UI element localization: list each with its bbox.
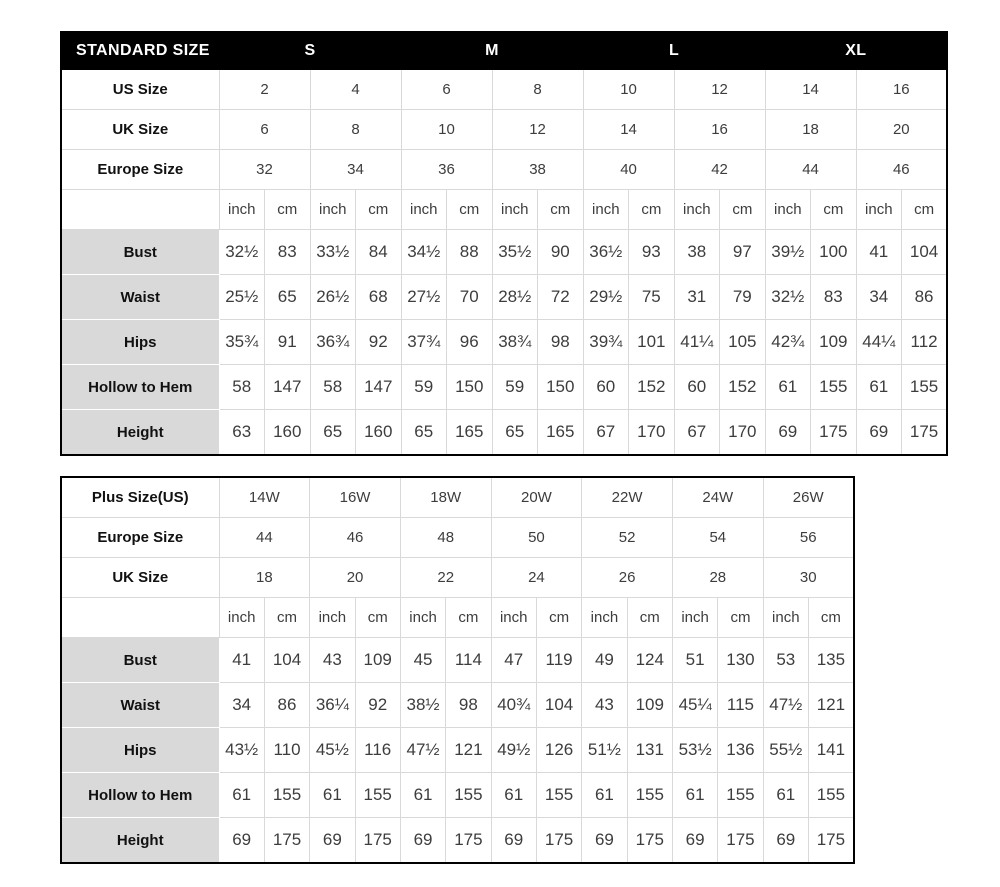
measure-cell: 104 bbox=[536, 683, 581, 728]
measure-cell: 114 bbox=[446, 638, 491, 683]
size-cell: 26 bbox=[582, 558, 673, 598]
measure-row-label: Hips bbox=[61, 320, 219, 365]
measure-cell: 63 bbox=[219, 410, 265, 456]
measure-cell: 27½ bbox=[401, 275, 447, 320]
size-cell: 10 bbox=[583, 70, 674, 110]
size-cell: 22W bbox=[582, 477, 673, 518]
size-cell: 24W bbox=[672, 477, 763, 518]
measure-cell: 175 bbox=[446, 818, 491, 864]
measure-cell: 65 bbox=[492, 410, 538, 456]
measure-cell: 32½ bbox=[765, 275, 811, 320]
size-row bbox=[61, 150, 947, 190]
measure-cell: 69 bbox=[856, 410, 902, 456]
measure-cell: 175 bbox=[355, 818, 400, 864]
unit-inch-cell: inch bbox=[583, 190, 629, 230]
measure-cell: 126 bbox=[536, 728, 581, 773]
measure-cell: 47½ bbox=[400, 728, 445, 773]
group-header-row bbox=[61, 32, 947, 70]
measure-cell: 59 bbox=[401, 365, 447, 410]
measure-cell: 49½ bbox=[491, 728, 536, 773]
measure-cell: 141 bbox=[808, 728, 853, 773]
unit-inch-cell: inch bbox=[310, 598, 355, 638]
size-cell: 10 bbox=[401, 110, 492, 150]
measure-row bbox=[61, 683, 854, 728]
measure-cell: 152 bbox=[720, 365, 766, 410]
size-cell: 6 bbox=[401, 70, 492, 110]
measure-cell: 68 bbox=[356, 275, 402, 320]
measure-cell: 170 bbox=[629, 410, 675, 456]
measure-row-label: Bust bbox=[61, 638, 219, 683]
measure-cell: 69 bbox=[400, 818, 445, 864]
measure-cell: 150 bbox=[538, 365, 584, 410]
unit-inch-cell: inch bbox=[492, 190, 538, 230]
measure-cell: 155 bbox=[808, 773, 853, 818]
measure-cell: 147 bbox=[265, 365, 311, 410]
measure-cell: 165 bbox=[538, 410, 584, 456]
size-row bbox=[61, 110, 947, 150]
measure-cell: 41 bbox=[219, 638, 264, 683]
measure-cell: 105 bbox=[720, 320, 766, 365]
measure-cell: 38 bbox=[674, 230, 720, 275]
standard-size-table bbox=[60, 31, 948, 456]
row-label: Europe Size bbox=[61, 518, 219, 558]
measure-cell: 39½ bbox=[765, 230, 811, 275]
row-label: Plus Size(US) bbox=[61, 477, 219, 518]
measure-cell: 35¾ bbox=[219, 320, 265, 365]
measure-cell: 65 bbox=[310, 410, 356, 456]
measure-cell: 91 bbox=[265, 320, 311, 365]
unit-cm-cell: cm bbox=[356, 190, 402, 230]
size-cell: 50 bbox=[491, 518, 582, 558]
size-cell: 14W bbox=[219, 477, 310, 518]
size-cell: 30 bbox=[763, 558, 854, 598]
measure-cell: 51½ bbox=[582, 728, 627, 773]
size-cell: 36 bbox=[401, 150, 492, 190]
unit-cm-cell: cm bbox=[627, 598, 672, 638]
measure-cell: 83 bbox=[811, 275, 857, 320]
measure-cell: 112 bbox=[902, 320, 948, 365]
measure-cell: 109 bbox=[811, 320, 857, 365]
measure-cell: 55½ bbox=[763, 728, 808, 773]
size-cell: 2 bbox=[219, 70, 310, 110]
measure-cell: 25½ bbox=[219, 275, 265, 320]
size-cell: 16W bbox=[310, 477, 401, 518]
measure-cell: 79 bbox=[720, 275, 766, 320]
size-group-header: M bbox=[401, 32, 583, 70]
measure-cell: 41¼ bbox=[674, 320, 720, 365]
measure-row bbox=[61, 320, 947, 365]
size-group-header: L bbox=[583, 32, 765, 70]
measure-cell: 104 bbox=[264, 638, 309, 683]
measure-cell: 45 bbox=[400, 638, 445, 683]
measure-cell: 175 bbox=[902, 410, 948, 456]
size-row bbox=[61, 558, 854, 598]
measure-cell: 135 bbox=[808, 638, 853, 683]
unit-cm-cell: cm bbox=[720, 190, 766, 230]
measure-cell: 61 bbox=[765, 365, 811, 410]
measure-cell: 119 bbox=[536, 638, 581, 683]
measure-cell: 61 bbox=[672, 773, 717, 818]
size-cell: 52 bbox=[582, 518, 673, 558]
size-cell: 32 bbox=[219, 150, 310, 190]
size-row bbox=[61, 477, 854, 518]
measure-cell: 92 bbox=[355, 683, 400, 728]
measure-cell: 175 bbox=[627, 818, 672, 864]
measure-cell: 175 bbox=[536, 818, 581, 864]
size-cell: 20 bbox=[856, 110, 947, 150]
measure-row-label: Height bbox=[61, 818, 219, 864]
measure-cell: 47 bbox=[491, 638, 536, 683]
measure-row bbox=[61, 275, 947, 320]
measure-cell: 36½ bbox=[583, 230, 629, 275]
unit-cm-cell: cm bbox=[811, 190, 857, 230]
measure-row bbox=[61, 410, 947, 456]
measure-row bbox=[61, 638, 854, 683]
size-cell: 6 bbox=[219, 110, 310, 150]
measure-cell: 42¾ bbox=[765, 320, 811, 365]
measure-cell: 115 bbox=[718, 683, 763, 728]
measure-cell: 93 bbox=[629, 230, 675, 275]
size-cell: 48 bbox=[400, 518, 491, 558]
measure-cell: 58 bbox=[219, 365, 265, 410]
size-cell: 14 bbox=[583, 110, 674, 150]
measure-cell: 75 bbox=[629, 275, 675, 320]
row-label: UK Size bbox=[61, 110, 219, 150]
measure-cell: 36¾ bbox=[310, 320, 356, 365]
measure-cell: 49 bbox=[582, 638, 627, 683]
measure-cell: 110 bbox=[264, 728, 309, 773]
unit-inch-cell: inch bbox=[219, 598, 264, 638]
size-cell: 54 bbox=[672, 518, 763, 558]
unit-cm-cell: cm bbox=[808, 598, 853, 638]
measure-cell: 155 bbox=[536, 773, 581, 818]
measure-cell: 70 bbox=[447, 275, 493, 320]
measure-cell: 97 bbox=[720, 230, 766, 275]
measure-row-label: Hollow to Hem bbox=[61, 365, 219, 410]
measure-row-label: Waist bbox=[61, 683, 219, 728]
size-cell: 12 bbox=[674, 70, 765, 110]
measure-cell: 35½ bbox=[492, 230, 538, 275]
measure-cell: 83 bbox=[265, 230, 311, 275]
measure-cell: 152 bbox=[629, 365, 675, 410]
measure-cell: 65 bbox=[265, 275, 311, 320]
measure-cell: 45¼ bbox=[672, 683, 717, 728]
measure-cell: 136 bbox=[718, 728, 763, 773]
measure-cell: 130 bbox=[718, 638, 763, 683]
row-label: Europe Size bbox=[61, 150, 219, 190]
size-cell: 44 bbox=[219, 518, 310, 558]
measure-cell: 37¾ bbox=[401, 320, 447, 365]
empty-corner-cell bbox=[61, 190, 219, 230]
measure-cell: 165 bbox=[447, 410, 493, 456]
measure-cell: 86 bbox=[902, 275, 948, 320]
size-cell: 46 bbox=[856, 150, 947, 190]
measure-cell: 98 bbox=[446, 683, 491, 728]
measure-cell: 175 bbox=[264, 818, 309, 864]
measure-cell: 43½ bbox=[219, 728, 264, 773]
measure-cell: 121 bbox=[446, 728, 491, 773]
measure-cell: 39¾ bbox=[583, 320, 629, 365]
measure-cell: 92 bbox=[356, 320, 402, 365]
measure-cell: 101 bbox=[629, 320, 675, 365]
measure-cell: 60 bbox=[583, 365, 629, 410]
unit-inch-cell: inch bbox=[400, 598, 445, 638]
size-cell: 8 bbox=[492, 70, 583, 110]
unit-cm-cell: cm bbox=[264, 598, 309, 638]
size-cell: 14 bbox=[765, 70, 856, 110]
measure-cell: 124 bbox=[627, 638, 672, 683]
measure-cell: 84 bbox=[356, 230, 402, 275]
measure-row-label: Bust bbox=[61, 230, 219, 275]
unit-header-row bbox=[61, 598, 854, 638]
unit-inch-cell: inch bbox=[765, 190, 811, 230]
unit-inch-cell: inch bbox=[401, 190, 447, 230]
measure-cell: 61 bbox=[219, 773, 264, 818]
measure-cell: 34 bbox=[219, 683, 264, 728]
size-cell: 16 bbox=[856, 70, 947, 110]
measure-cell: 69 bbox=[582, 818, 627, 864]
measure-cell: 160 bbox=[265, 410, 311, 456]
measure-cell: 109 bbox=[355, 638, 400, 683]
size-cell: 18 bbox=[219, 558, 310, 598]
unit-inch-cell: inch bbox=[219, 190, 265, 230]
size-cell: 26W bbox=[763, 477, 854, 518]
measure-cell: 65 bbox=[401, 410, 447, 456]
measure-cell: 43 bbox=[310, 638, 355, 683]
unit-cm-cell: cm bbox=[446, 598, 491, 638]
measure-cell: 116 bbox=[355, 728, 400, 773]
measure-cell: 175 bbox=[718, 818, 763, 864]
size-cell: 22 bbox=[400, 558, 491, 598]
row-label: US Size bbox=[61, 70, 219, 110]
unit-inch-cell: inch bbox=[672, 598, 717, 638]
measure-cell: 155 bbox=[902, 365, 948, 410]
row-label: UK Size bbox=[61, 558, 219, 598]
measure-cell: 38¾ bbox=[492, 320, 538, 365]
measure-cell: 61 bbox=[310, 773, 355, 818]
measure-cell: 155 bbox=[264, 773, 309, 818]
measure-cell: 38½ bbox=[400, 683, 445, 728]
size-cell: 4 bbox=[310, 70, 401, 110]
size-cell: 42 bbox=[674, 150, 765, 190]
measure-cell: 104 bbox=[902, 230, 948, 275]
size-cell: 38 bbox=[492, 150, 583, 190]
measure-cell: 155 bbox=[355, 773, 400, 818]
plus-size-table bbox=[60, 476, 855, 864]
measure-cell: 69 bbox=[491, 818, 536, 864]
size-cell: 16 bbox=[674, 110, 765, 150]
measure-row bbox=[61, 365, 947, 410]
measure-cell: 44¼ bbox=[856, 320, 902, 365]
measure-cell: 26½ bbox=[310, 275, 356, 320]
measure-cell: 69 bbox=[219, 818, 264, 864]
measure-cell: 88 bbox=[447, 230, 493, 275]
unit-header-row bbox=[61, 190, 947, 230]
measure-cell: 69 bbox=[763, 818, 808, 864]
size-cell: 28 bbox=[672, 558, 763, 598]
measure-cell: 155 bbox=[811, 365, 857, 410]
measure-cell: 34½ bbox=[401, 230, 447, 275]
measure-cell: 175 bbox=[808, 818, 853, 864]
measure-cell: 72 bbox=[538, 275, 584, 320]
unit-inch-cell: inch bbox=[310, 190, 356, 230]
unit-cm-cell: cm bbox=[629, 190, 675, 230]
unit-cm-cell: cm bbox=[447, 190, 493, 230]
unit-cm-cell: cm bbox=[355, 598, 400, 638]
measure-cell: 53 bbox=[763, 638, 808, 683]
measure-cell: 109 bbox=[627, 683, 672, 728]
measure-cell: 175 bbox=[811, 410, 857, 456]
measure-cell: 86 bbox=[264, 683, 309, 728]
measure-cell: 90 bbox=[538, 230, 584, 275]
measure-row bbox=[61, 818, 854, 864]
measure-cell: 69 bbox=[672, 818, 717, 864]
measure-cell: 150 bbox=[447, 365, 493, 410]
measure-cell: 61 bbox=[582, 773, 627, 818]
measure-row bbox=[61, 230, 947, 275]
measure-cell: 32½ bbox=[219, 230, 265, 275]
measure-cell: 61 bbox=[400, 773, 445, 818]
size-cell: 46 bbox=[310, 518, 401, 558]
size-cell: 18W bbox=[400, 477, 491, 518]
measure-cell: 67 bbox=[674, 410, 720, 456]
measure-cell: 100 bbox=[811, 230, 857, 275]
measure-row-label: Hips bbox=[61, 728, 219, 773]
size-cell: 20W bbox=[491, 477, 582, 518]
measure-cell: 34 bbox=[856, 275, 902, 320]
measure-cell: 33½ bbox=[310, 230, 356, 275]
unit-cm-cell: cm bbox=[265, 190, 311, 230]
size-cell: 56 bbox=[763, 518, 854, 558]
size-cell: 34 bbox=[310, 150, 401, 190]
unit-inch-cell: inch bbox=[491, 598, 536, 638]
measure-cell: 155 bbox=[718, 773, 763, 818]
measure-cell: 160 bbox=[356, 410, 402, 456]
table-title: STANDARD SIZE bbox=[61, 32, 219, 70]
measure-cell: 60 bbox=[674, 365, 720, 410]
measure-cell: 43 bbox=[582, 683, 627, 728]
measure-cell: 147 bbox=[356, 365, 402, 410]
measure-cell: 51 bbox=[672, 638, 717, 683]
measure-cell: 67 bbox=[583, 410, 629, 456]
measure-cell: 121 bbox=[808, 683, 853, 728]
measure-row-label: Waist bbox=[61, 275, 219, 320]
measure-cell: 28½ bbox=[492, 275, 538, 320]
unit-inch-cell: inch bbox=[674, 190, 720, 230]
measure-cell: 155 bbox=[446, 773, 491, 818]
measure-cell: 29½ bbox=[583, 275, 629, 320]
empty-corner-cell bbox=[61, 598, 219, 638]
measure-cell: 58 bbox=[310, 365, 356, 410]
size-cell: 8 bbox=[310, 110, 401, 150]
unit-inch-cell: inch bbox=[763, 598, 808, 638]
size-cell: 44 bbox=[765, 150, 856, 190]
measure-row bbox=[61, 728, 854, 773]
size-cell: 20 bbox=[310, 558, 401, 598]
size-cell: 40 bbox=[583, 150, 674, 190]
size-group-header: S bbox=[219, 32, 401, 70]
measure-cell: 61 bbox=[856, 365, 902, 410]
unit-cm-cell: cm bbox=[538, 190, 584, 230]
unit-cm-cell: cm bbox=[718, 598, 763, 638]
unit-inch-cell: inch bbox=[582, 598, 627, 638]
measure-cell: 155 bbox=[627, 773, 672, 818]
size-cell: 12 bbox=[492, 110, 583, 150]
measure-cell: 31 bbox=[674, 275, 720, 320]
measure-cell: 59 bbox=[492, 365, 538, 410]
size-cell: 18 bbox=[765, 110, 856, 150]
unit-cm-cell: cm bbox=[902, 190, 948, 230]
measure-cell: 41 bbox=[856, 230, 902, 275]
measure-cell: 53½ bbox=[672, 728, 717, 773]
measure-cell: 45½ bbox=[310, 728, 355, 773]
measure-cell: 131 bbox=[627, 728, 672, 773]
measure-row-label: Hollow to Hem bbox=[61, 773, 219, 818]
measure-cell: 40¾ bbox=[491, 683, 536, 728]
size-row bbox=[61, 70, 947, 110]
measure-cell: 69 bbox=[765, 410, 811, 456]
measure-row-label: Height bbox=[61, 410, 219, 456]
size-cell: 24 bbox=[491, 558, 582, 598]
measure-cell: 98 bbox=[538, 320, 584, 365]
size-group-header: XL bbox=[765, 32, 947, 70]
size-row bbox=[61, 518, 854, 558]
measure-cell: 47½ bbox=[763, 683, 808, 728]
measure-cell: 61 bbox=[763, 773, 808, 818]
measure-row bbox=[61, 773, 854, 818]
measure-cell: 61 bbox=[491, 773, 536, 818]
measure-cell: 96 bbox=[447, 320, 493, 365]
measure-cell: 69 bbox=[310, 818, 355, 864]
measure-cell: 170 bbox=[720, 410, 766, 456]
unit-inch-cell: inch bbox=[856, 190, 902, 230]
unit-cm-cell: cm bbox=[536, 598, 581, 638]
measure-cell: 36¼ bbox=[310, 683, 355, 728]
